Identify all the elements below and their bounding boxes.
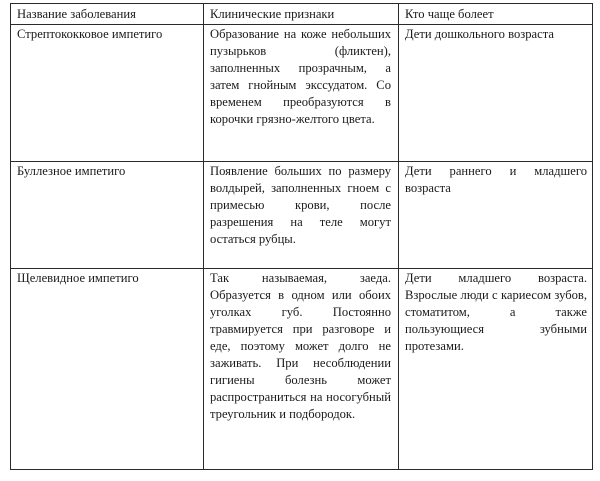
header-disease-name: Название заболевания <box>11 4 204 25</box>
who-gets-sick-cell: Дети младшего возраста. Взрослые люди с кариесом зубов, стоматитом, а также пользующиеся зубными протезами. <box>399 269 593 470</box>
table-row <box>11 162 593 269</box>
disease-name-cell: Щелевидное импетиго <box>11 269 204 470</box>
table-header-row <box>11 4 593 25</box>
who-gets-sick-cell: Дети раннего и младшего возраста <box>399 162 593 269</box>
impetigo-table <box>10 3 593 470</box>
who-gets-sick-cell: Дети дошкольного возраста <box>399 25 593 162</box>
clinical-signs-cell: Появление больших по размеру волдырей, заполненных гноем с примесью крови, после разрешения на теле могут остаться рубцы. <box>204 162 399 269</box>
document-page <box>10 3 592 470</box>
table-row <box>11 269 593 470</box>
table-row <box>11 25 593 162</box>
header-who-gets-sick: Кто чаще болеет <box>399 4 593 25</box>
header-clinical-signs: Клинические признаки <box>204 4 399 25</box>
disease-name-cell: Стрептококковое импетиго <box>11 25 204 162</box>
clinical-signs-cell: Так называемая, заеда. Образуется в одном или обоих уголках губ. Постоянно травмируется при разговоре и еде, поэтому может долго не заживать. При несоблюдении гигиены болезнь может распространиться на носогубный треугольник и подбородок. <box>204 269 399 470</box>
disease-name-cell: Буллезное импетиго <box>11 162 204 269</box>
clinical-signs-cell: Образование на коже небольших пузырьков (фликтен), заполненных прозрачным, а затем гнойным экссудатом. Со временем преобразуются в корочки грязно-желтого цвета. <box>204 25 399 162</box>
